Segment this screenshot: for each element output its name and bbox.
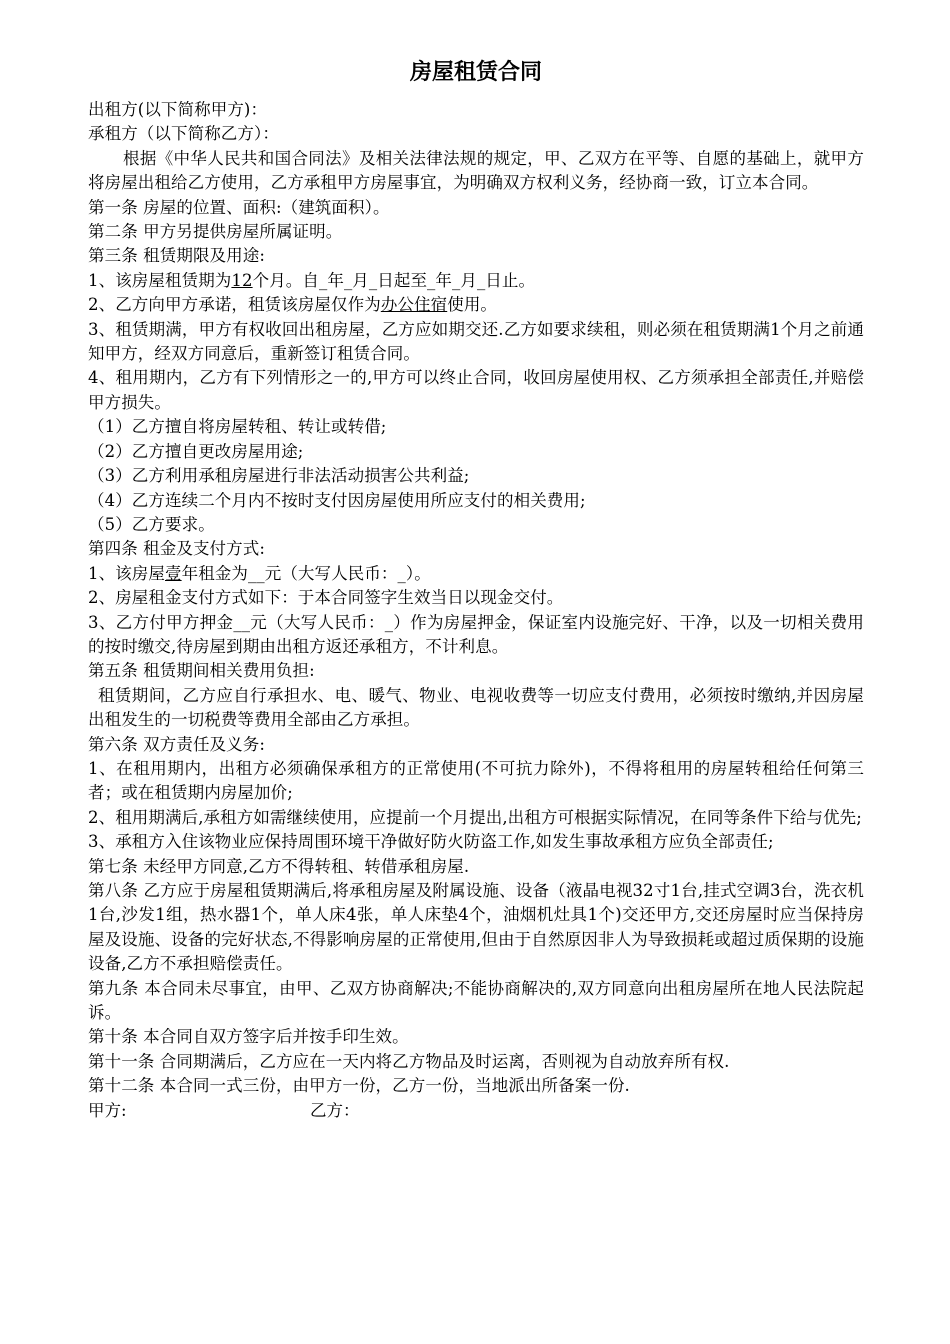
clause-text: 使用。 [447, 295, 498, 315]
signature-row [88, 1099, 864, 1123]
article-6-clause-2: 2、租用期满后,承租方如需继续使用，应提前一个月提出,出租方可根据实际情况，在同等条件下给与优先; [88, 807, 862, 827]
document-title: 房屋租赁合同 [409, 60, 542, 85]
article-5-body: 租赁期间，乙方应自行承担水、电、暖气、物业、电视收费等一切应支付费用，必须按时缴纳,并因房屋出租发生的一切税费等费用全部由乙方承担。 [88, 685, 864, 730]
article-6-clause-1: 1、在租用期内，出租方必须确保承租方的正常使用(不可抗力除外)，不得将租用的房屋转租给任何第三者；或在租赁期内房屋加价; [88, 758, 864, 803]
article-8: 第八条 乙方应于房屋租赁期满后,将承租房屋及附属设施、设备（液晶电视32寸1台,挂式空调3台，洗衣机1台,沙发1组，热水器1个，单人床4张，单人床垫4个，油烟机灶具1个)交还甲方,交还房屋时应当保持房屋及设施、设备的完好状态,不得影响房屋的正常使用,但由于自然原因非人为导致损耗或超过质保期的设施设备,乙方不承担赔偿责任。 [88, 881, 864, 974]
article-4-clause-2: 2、房屋租金支付方式如下：于本合同签字生效当日以现金交付。 [88, 588, 564, 608]
article-3-item-5: （5）乙方要求。 [88, 514, 215, 534]
article-3-clause-1 [88, 269, 864, 293]
article-11: 第十一条 合同期满后，乙方应在一天内将乙方物品及时运离，否则视为自动放弃所有权. [88, 1051, 730, 1071]
clause-text: 个月。自_年_月_日起至_年_月_日止。 [252, 270, 536, 290]
article-7: 第七条 未经甲方同意,乙方不得转租、转借承租房屋. [88, 856, 470, 876]
clause-text: 2、乙方向甲方承诺，租赁该房屋仅作为 [88, 295, 381, 315]
clause-text: 1、该房屋 [88, 563, 165, 583]
article-4-heading: 第四条 租金及支付方式: [88, 539, 266, 559]
intro-paragraph: 根据《中华人民共和国合同法》及相关法律法规的规定，甲、乙双方在平等、自愿的基础上，就甲方将房屋出租给乙方使用，乙方承租甲方房屋事宜，为明确双方权利义务，经协商一致，订立本合同。 [88, 148, 864, 193]
rent-amount-blank: __ [248, 563, 265, 583]
rent-term-value: 壹 [165, 563, 182, 583]
contract-page [88, 58, 864, 1123]
article-5-heading: 第五条 租赁期间相关费用负担: [88, 661, 315, 681]
article-3-clause-3: 3、租赁期满，甲方有权收回出租房屋，乙方应如期交还.乙方如要求续租，则必须在租赁期满1个月之前通知甲方，经双方同意后，重新签订租赁合同。 [88, 319, 864, 364]
party-a-signature-label: 甲方: [88, 1100, 127, 1120]
article-6-heading: 第六条 双方责任及义务: [88, 734, 266, 754]
article-3-clause-4: 4、租用期内，乙方有下列情形之一的,甲方可以终止合同，收回房屋使用权、乙方须承担全部责任,并赔偿甲方损失。 [88, 368, 864, 412]
deposit-amount-blank: __ [233, 612, 251, 632]
article-3-item-1: （1）乙方擅自将房屋转租、转让或转借; [88, 417, 387, 437]
clause-text: 元（大写人民币：_）。 [264, 563, 431, 583]
lessee-line: 承租方（以下简称乙方）： [88, 124, 279, 144]
article-2: 第二条 甲方另提供房屋所属证明。 [88, 222, 343, 242]
usage-value: 办公住宿 [380, 295, 448, 315]
article-3-clause-2 [88, 293, 864, 317]
clause-text: 3、乙方付甲方押金 [88, 612, 234, 632]
lease-months-value: 12 [231, 270, 253, 290]
clause-text: 年租金为 [181, 563, 249, 583]
party-b-signature-label: 乙方： [310, 1100, 360, 1120]
article-10: 第十条 本合同自双方签字后并按手印生效。 [88, 1027, 409, 1047]
article-3-item-4: （4）乙方连续二个月内不按时支付因房屋使用所应支付的相关费用; [88, 490, 586, 510]
article-4-clause-3 [88, 611, 864, 660]
article-3-item-3: （3）乙方利用承租房屋进行非法活动损害公共利益; [88, 466, 470, 486]
article-6-clause-3: 3、承租方入住该物业应保持周围环境干净做好防火防盗工作,如发生事故承租方应负全部责任; [88, 832, 774, 852]
article-4-clause-1 [88, 562, 864, 586]
article-12: 第十二条 本合同一式三份，由甲方一份，乙方一份，当地派出所备案一份. [88, 1076, 630, 1096]
article-1: 第一条 房屋的位置、面积:（建筑面积）。 [88, 197, 390, 217]
clause-text: 元（大写人民币：_）作为房屋押金，保证室内设施完好、干净，以及一切相关费用的按时缴交,待房屋到期由出租方返还承租方，不计利息。 [88, 612, 864, 656]
clause-text: 1、该房屋租赁期为 [88, 270, 232, 290]
article-3-heading: 第三条 租赁期限及用途: [88, 246, 266, 266]
article-9: 第九条 本合同未尽事宜，由甲、乙双方协商解决;不能协商解决的,双方同意向出租房屋所在地人民法院起诉。 [88, 978, 864, 1023]
lessor-line: 出租方(以下简称甲方)： [88, 100, 268, 119]
article-3-item-2: （2）乙方擅自更改房屋用途; [88, 441, 304, 461]
